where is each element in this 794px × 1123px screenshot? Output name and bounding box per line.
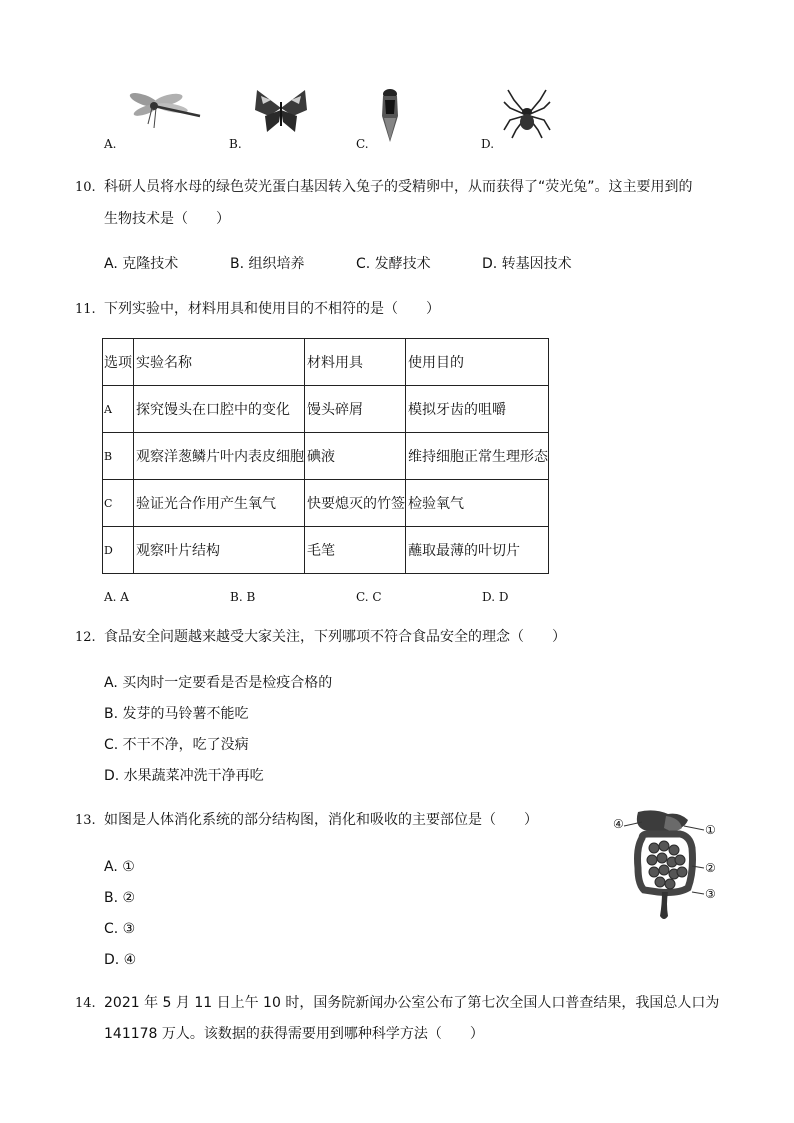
q11-option-b[interactable]: B. B — [230, 590, 256, 604]
figure-label-4: ④ — [613, 817, 624, 831]
butterfly-image — [253, 88, 309, 138]
q9-option-c[interactable]: C. — [356, 137, 369, 151]
q11-option-d[interactable]: D. D — [482, 590, 509, 604]
q12-option-c[interactable]: C. 不干不净，吃了没病 — [104, 737, 249, 753]
q13-option-b[interactable]: B. ② — [104, 890, 136, 906]
q12-option-b[interactable]: B. 发芽的马铃薯不能吃 — [104, 706, 249, 722]
experiment-table — [102, 338, 549, 574]
q11-option-a[interactable]: A. A — [104, 590, 129, 604]
table-row — [103, 480, 549, 527]
q12-option-a[interactable]: A. 买肉时一定要看是否是检疫合格的 — [104, 675, 333, 691]
spider-image — [502, 88, 552, 140]
question-stem-line2: 生物技术是（ ） — [104, 211, 230, 227]
q10-option-a[interactable]: A. 克隆技术 — [104, 256, 179, 272]
question-stem: 如图是人体消化系统的部分结构图，消化和吸收的主要部位是（ ） — [104, 812, 538, 828]
q9-option-b[interactable]: B. — [229, 137, 242, 151]
question-stem-line1: 科研人员将水母的绿色荧光蛋白基因转入兔子的受精卵中，从而获得了“荧光兔”。这主要用到的 — [104, 179, 693, 195]
table-cell: 观察洋葱鳞片叶内表皮细胞 — [134, 433, 305, 480]
q9-option-d[interactable]: D. — [481, 137, 495, 151]
q10-option-d[interactable]: D. 转基因技术 — [482, 256, 572, 272]
dragonfly-image — [124, 88, 204, 134]
q11-option-c[interactable]: C. C — [356, 590, 382, 604]
question-stem: 下列实验中，材料用具和使用目的不相符的是（ ） — [104, 301, 440, 317]
table-cell: 探究馒头在口腔中的变化 — [134, 386, 305, 433]
q13-option-d[interactable]: D. ④ — [104, 952, 137, 968]
q12-option-d[interactable]: D. 水果蔬菜冲洗干净再吃 — [104, 768, 264, 784]
table-row — [103, 433, 549, 480]
question-stem-line2: 141178 万人。该数据的获得需要用到哪种科学方法（ ） — [104, 1026, 484, 1042]
q13-option-a[interactable]: A. ① — [104, 859, 135, 875]
table-cell: 验证光合作用产生氧气 — [134, 480, 305, 527]
table-cell: 馒头碎屑 — [305, 386, 406, 433]
table-cell: 观察叶片结构 — [134, 527, 305, 574]
figure-label-2: ② — [705, 861, 716, 875]
header-cell: 实验名称 — [134, 339, 305, 386]
question-number: 10. — [75, 180, 96, 195]
q10-option-c[interactable]: C. 发酵技术 — [356, 256, 431, 272]
cicada-image — [376, 86, 404, 144]
table-cell: C — [103, 480, 134, 527]
table-cell: 毛笔 — [305, 527, 406, 574]
question-number: 14. — [75, 996, 96, 1011]
header-cell: 材料用具 — [305, 339, 406, 386]
table-cell: D — [103, 527, 134, 574]
question-number: 13. — [75, 813, 96, 828]
table-cell: 碘液 — [305, 433, 406, 480]
question-number: 12. — [75, 630, 96, 645]
header-cell: 使用目的 — [406, 339, 549, 386]
table-cell: B — [103, 433, 134, 480]
table-cell: 快要熄灭的竹签 — [305, 480, 406, 527]
table-cell: 检验氧气 — [406, 480, 549, 527]
figure-label-3: ③ — [705, 887, 716, 901]
table-cell: 模拟牙齿的咀嚼 — [406, 386, 549, 433]
table-row — [103, 527, 549, 574]
figure-label-1: ① — [705, 823, 716, 837]
question-number: 11. — [75, 302, 96, 317]
table-cell: 蘸取最薄的叶切片 — [406, 527, 549, 574]
question-stem: 食品安全问题越来越受大家关注，下列哪项不符合食品安全的理念（ ） — [104, 629, 566, 645]
q10-option-b[interactable]: B. 组织培养 — [230, 256, 305, 272]
table-header-row — [103, 339, 549, 386]
table-cell: A — [103, 386, 134, 433]
question-stem-line1: 2021 年 5 月 11 日上午 10 时，国务院新闻办公室公布了第七次全国人口普查结果，我国总人口为 — [104, 995, 720, 1011]
q9-option-a[interactable]: A. — [104, 137, 117, 151]
table-row — [103, 386, 549, 433]
table-cell: 维持细胞正常生理形态 — [406, 433, 549, 480]
header-cell: 选项 — [103, 339, 134, 386]
q13-option-c[interactable]: C. ③ — [104, 921, 136, 937]
